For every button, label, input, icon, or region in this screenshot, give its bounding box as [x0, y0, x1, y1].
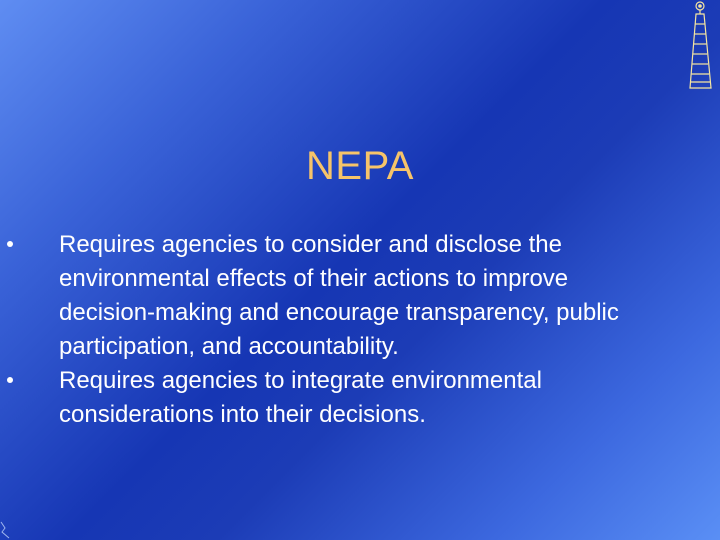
slide-title: NEPA	[306, 144, 414, 188]
bullet-list	[0, 228, 720, 432]
bullet-item	[0, 364, 669, 432]
radio-tower-icon	[687, 0, 715, 92]
bullet-item	[0, 228, 669, 364]
bullet-dot-icon	[7, 241, 13, 247]
corner-mark-icon	[0, 518, 14, 540]
bullet-dot-icon	[7, 377, 13, 383]
bullet-text: Requires agencies to consider and disclose the environmental effects of their actions to improve decision-making and encourage transparency, public participation, and accountability.	[59, 231, 619, 360]
bullet-text: Requires agencies to integrate environmental considerations into their decisions.	[59, 367, 542, 428]
